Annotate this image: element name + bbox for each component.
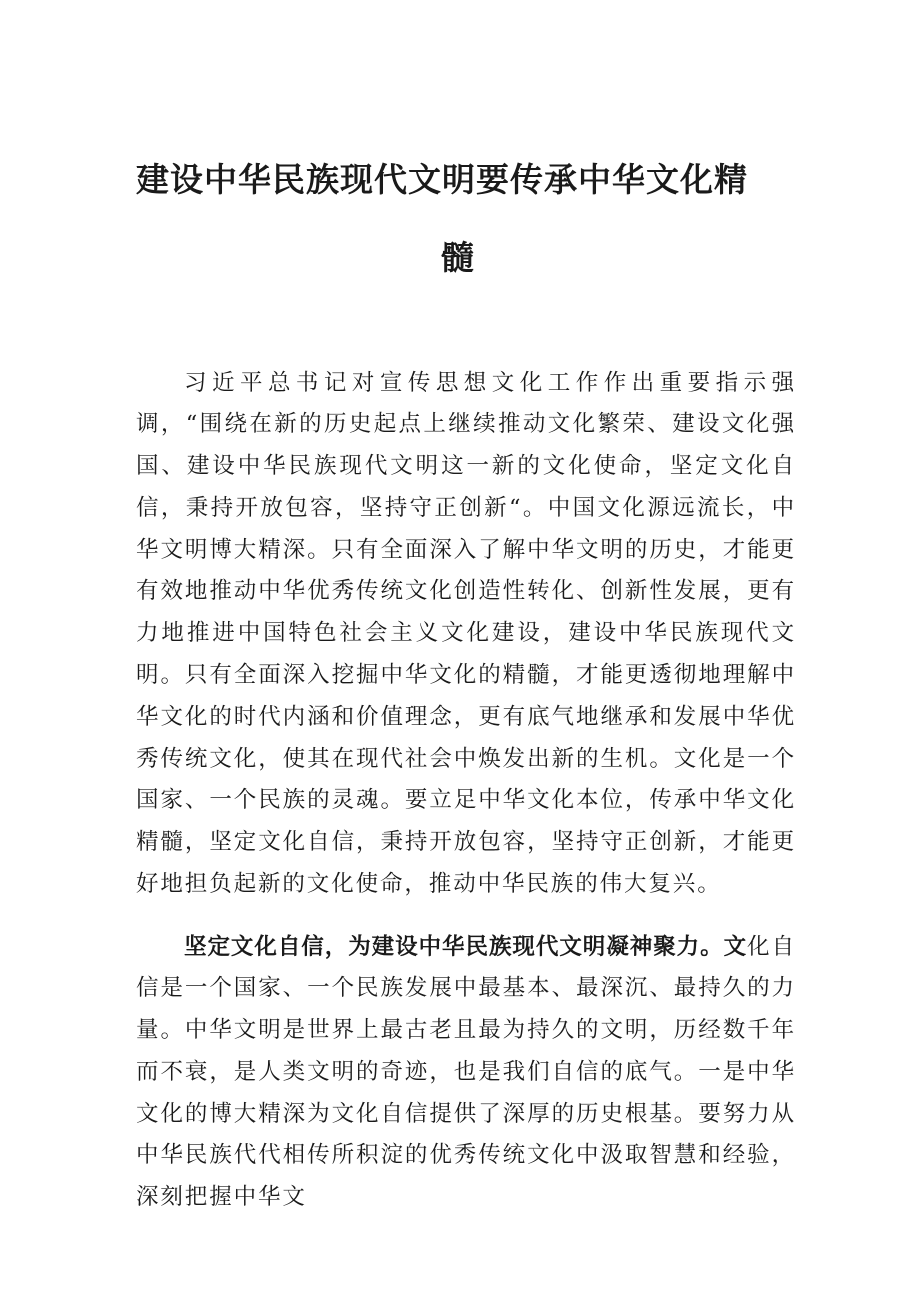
document-title-line-2: 髓 xyxy=(441,238,475,277)
document-title-line-1: 建设中华民族现代文明要传承中华文化精 xyxy=(136,160,748,199)
paragraph-2-bold-lead: 坚定文化自信，为建设中华民族现代文明凝神聚力。文 xyxy=(184,933,748,960)
paragraph-2 xyxy=(136,927,796,1220)
paragraph-1: 习近平总书记对宣传思想文化工作作出重要指示强调，“围绕在新的历史起点上继续推动文化繁荣、建设文化强国、建设中华民族现代文明这一新的文化使命，坚定文化自信，秉持开放包容，坚持守正创新“。中国文化源远流长，中华文明博大精深。只有全面深入了解中华文明的历史，才能更有效地推动中华优秀传统文化创造性转化、创新性发展，更有力地推进中国特色社会主义文化建设，建设中华民族现代文明。只有全面深入挖掘中华文化的精髓，才能更透彻地理解中华文化的时代内涵和价值理念，更有底气地继承和发展中华优秀传统文化，使其在现代社会中焕发出新的生机。文化是一个国家、一个民族的灵魂。要立足中华文化本位，传承中华文化精髓，坚定文化自信，秉持开放包容，坚持守正创新，才能更好地担负起新的文化使命，推动中华民族的伟大复兴。 xyxy=(136,369,796,898)
paragraph-2-body: 化自信是一个国家、一个民族发展中最基本、最深沉、最持久的力量。中华文明是世界上最古老且最为持久的文明，历经数千年而不衰，是人类文明的奇迹，也是我们自信的底气。一是中华文化的博大精深为文化自信提供了深厚的历史根基。要努力从中华民族代代相传所积淀的优秀传统文化中汲取智慧和经验，深刻把握中华文 xyxy=(136,933,796,1211)
